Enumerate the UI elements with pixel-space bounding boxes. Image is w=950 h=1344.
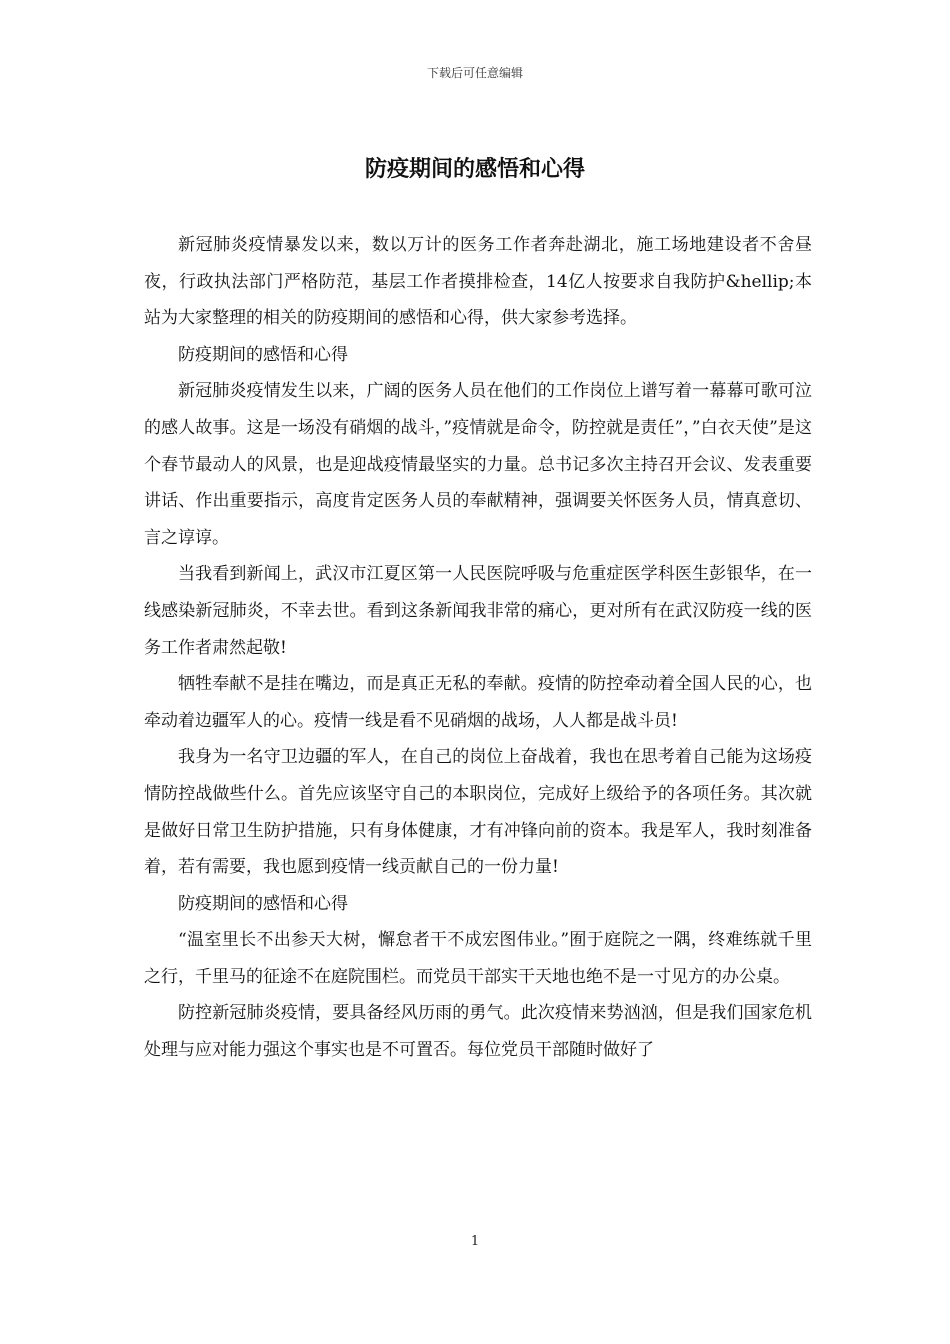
paragraph: 新冠肺炎疫情发生以来，广阔的医务人员在他们的工作岗位上谱写着一幕幕可歌可泣的感人故事。这是一场没有硝烟的战斗，”疫情就是命令，防控就是责任”，”白衣天使”是这个春节最动人的风景，也是迎战疫情最坚实的力量。总书记多次主持召开会议、发表重要讲话、作出重要指示，高度肯定医务人员的奉献精神，强调要关怀医务人员，情真意切、言之谆谆。 bbox=[144, 381, 812, 548]
paragraph: “温室里长不出参天大树，懈怠者干不成宏图伟业。”囿于庭院之一隅，终难练就千里之行，千里马的征途不在庭院围栏。而党员干部实干天地也绝不是一寸见方的办公桌。 bbox=[144, 930, 812, 987]
paragraph: 牺牲奉献不是挂在嘴边，而是真正无私的奉献。疫情的防控牵动着全国人民的心，也牵动着边疆军人的心。疫情一线是看不见硝烟的战场，人人都是战斗员! bbox=[144, 674, 812, 731]
document-body bbox=[144, 227, 812, 1069]
paragraph: 当我看到新闻上，武汉市江夏区第一人民医院呼吸与危重症医学科医生彭银华，在一线感染新冠肺炎，不幸去世。看到这条新闻我非常的痛心，更对所有在武汉防疫一线的医务工作者肃然起敬! bbox=[144, 564, 812, 658]
paragraph: 我身为一名守卫边疆的军人，在自己的岗位上奋战着，我也在思考着自己能为这场疫情防控战做些什么。首先应该坚守自己的本职岗位，完成好上级给予的各项任务。其次就是做好日常卫生防护措施，只有身体健康，才有冲锋向前的资本。我是军人，我时刻准备着，若有需要，我也愿到疫情一线贡献自己的一份力量! bbox=[144, 747, 812, 878]
document-title: 防疫期间的感悟和心得 bbox=[364, 156, 585, 182]
paragraph: 防控新冠肺炎疫情，要具备经风历雨的勇气。此次疫情来势汹汹，但是我们国家危机处理与应对能力强这个事实也是不可置否。每位党员干部随时做好了 bbox=[144, 1003, 812, 1061]
page-header-note: 下载后可任意编辑 bbox=[426, 66, 523, 80]
page-number: 1 bbox=[470, 1234, 480, 1249]
paragraph-intro: 新冠肺炎疫情暴发以来，数以万计的医务工作者奔赴湖北，施工场地建设者不舍昼夜，行政执法部门严格防范，基层工作者摸排检查，14亿人按要求自我防护&hellip;本站为大家整理的相关的防疫期间的感悟和心得，供大家参考选择。 bbox=[144, 235, 812, 329]
section-heading: 防疫期间的感悟和心得 bbox=[178, 344, 348, 365]
section-heading: 防疫期间的感悟和心得 bbox=[178, 893, 348, 914]
